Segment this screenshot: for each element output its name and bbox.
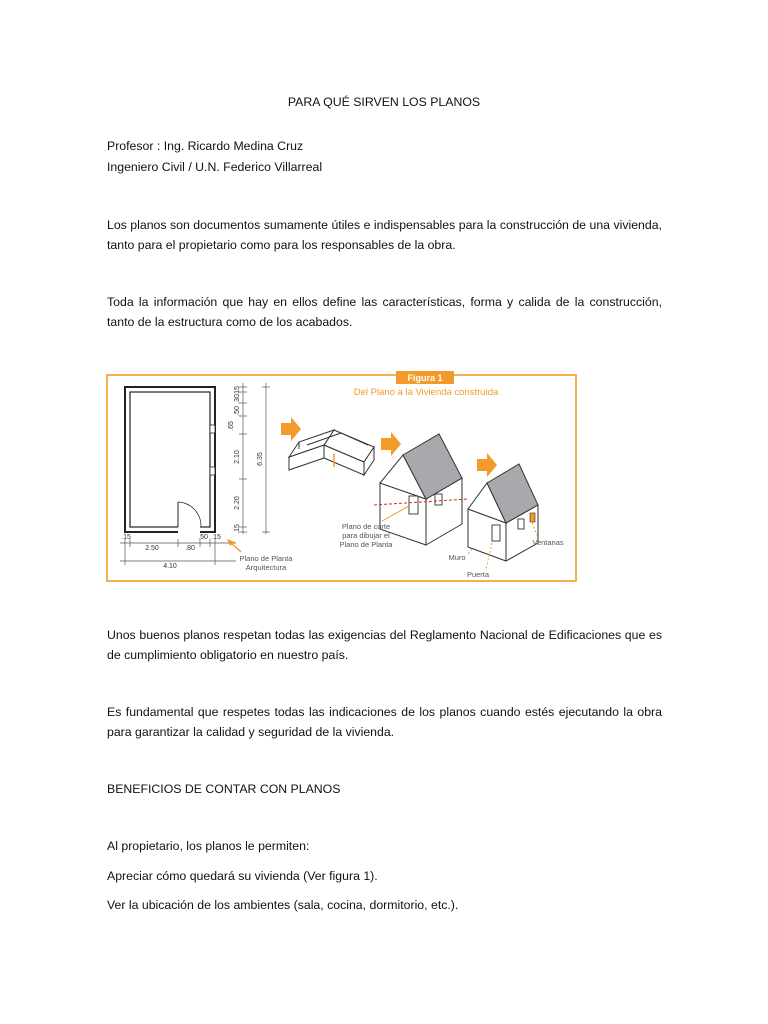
label-windows: Ventanas [532,538,564,547]
dim-v-5: 2.10 [234,450,241,464]
dim-v-3: .50 [234,406,241,416]
label-cut-line-3: Plano de Planta [339,540,393,549]
document-title: PARA QUÉ SIRVEN LOS PLANOS [287,95,481,109]
author-line: Profesor : Ing. Ricardo Medina Cruz [107,139,304,153]
intro-line: Al propietario, los planos le permiten: [107,839,310,853]
dim-v-total: 6.35 [257,452,264,466]
dim-v-1: .15 [234,386,241,396]
label-plan-line-2: Arquitectura [245,563,287,572]
affiliation-line: Ingeniero Civil / U.N. Federico Villarreal [107,160,323,174]
dim-v-7: .15 [234,524,241,534]
label-cut-line-1: Plano de corte [341,522,391,531]
section-heading: BENEFICIOS DE CONTAR CON PLANOS [107,782,341,796]
dim-h-3: .80 [185,545,195,552]
figure-subtitle: Del Plano a la Vivienda construida [353,387,499,398]
dim-h-5: .15 [211,534,221,541]
dim-v-4: .65 [228,421,235,431]
paragraph-2: Toda la información que hay en ellos define las características, forma y calida de la construcción, tanto de la estructura como de los acabados. [107,295,662,329]
figure-1 [106,371,578,583]
dim-h-4: .50 [198,534,208,541]
dim-v-2: .30 [234,394,241,404]
paragraph-3: Unos buenos planos respetan todas las exigencias del Reglamento Nacional de Edificaciones que es de cumplimiento obligatorio en nuestro país. [107,628,662,662]
paragraph-1: Los planos son documentos sumamente útiles e indispensables para la construcción de una vivienda, tanto para el propietario como para los responsables de la obra. [107,218,662,252]
label-cut-line-2: para dibujar el [342,531,390,540]
label-wall: Muro [448,553,466,562]
benefit-item-2: Ver la ubicación de los ambientes (sala, cocina, dormitorio, etc.). [107,898,459,912]
dim-h-total: 4.10 [163,563,177,570]
dim-h-2: 2.50 [145,545,159,552]
dim-h-1: .15 [121,534,131,541]
figure-1-illustration [106,371,578,583]
dim-v-6: 2.20 [234,496,241,510]
paragraph-4: Es fundamental que respetes todas las indicaciones de los planos cuando estés ejecutando la obra para garantizar la calidad y seguridad de la vivienda. [107,705,662,739]
figure-tag: Figura 1 [407,373,443,383]
benefit-item-1: Apreciar cómo quedará su vivienda (Ver figura 1). [107,869,378,883]
label-plan-line-1: Plano de Planta [239,554,293,563]
label-door: Puerta [466,570,490,579]
